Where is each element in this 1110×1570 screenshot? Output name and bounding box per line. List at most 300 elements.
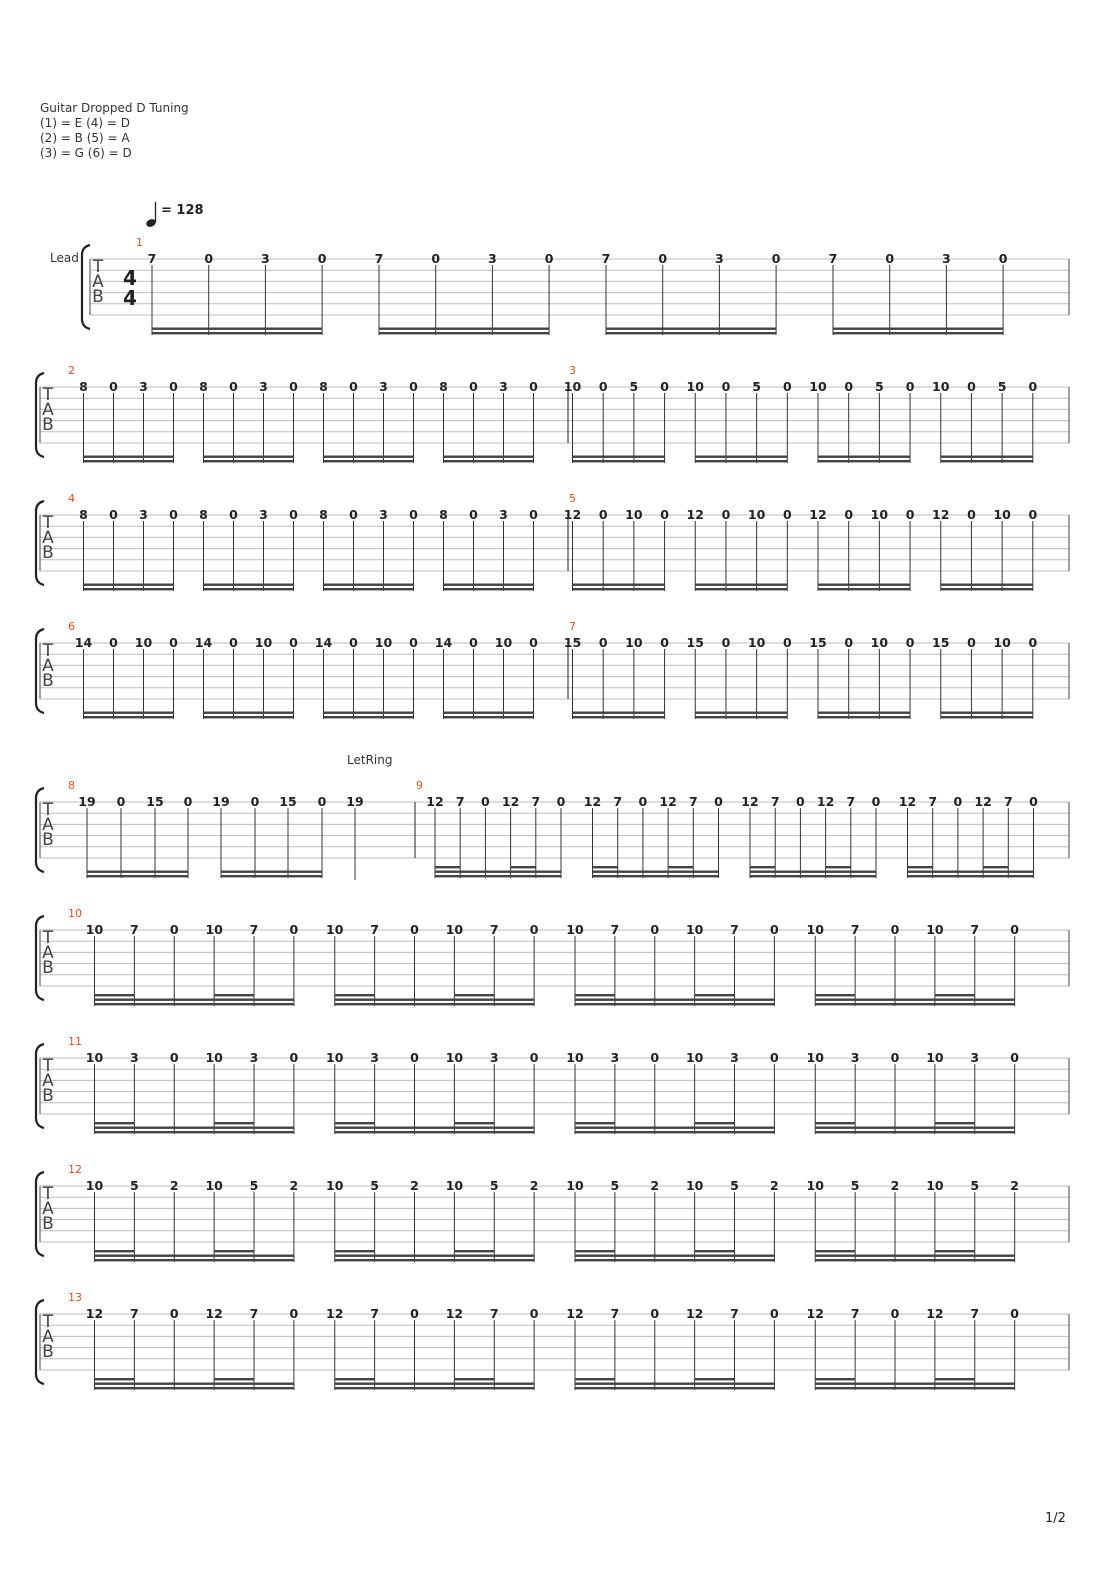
- fret-number: 5: [370, 1178, 379, 1193]
- fret-number: 3: [488, 251, 497, 266]
- beam: [204, 456, 294, 458]
- fret-number: 3: [139, 507, 148, 522]
- fret-number: 0: [289, 1306, 299, 1321]
- fret-number: 0: [469, 379, 478, 394]
- fret-number: 7: [730, 922, 739, 937]
- fret-number: 10: [625, 635, 643, 650]
- fret-number: 0: [1010, 1050, 1020, 1065]
- beam: [941, 456, 1033, 458]
- beam: [815, 1003, 1014, 1005]
- beam: [84, 716, 174, 718]
- fret-number: 0: [1029, 794, 1038, 809]
- measure-number: 3: [569, 364, 576, 377]
- fret-number: 8: [199, 379, 208, 394]
- fret-number: 10: [993, 635, 1011, 650]
- fret-number: 15: [563, 635, 582, 650]
- fret-number: 0: [544, 251, 554, 266]
- tab-letter: A: [42, 1199, 54, 1219]
- beam: [941, 712, 1033, 714]
- beam: [95, 1250, 135, 1252]
- fret-number: 0: [658, 251, 668, 266]
- fret-number: 12: [809, 507, 827, 522]
- tab-letter: B: [42, 830, 54, 850]
- fret-number: 3: [499, 507, 508, 522]
- beam: [335, 1131, 534, 1133]
- beam: [593, 875, 719, 877]
- fret-number: 0: [844, 379, 854, 394]
- fret-number: 7: [147, 251, 157, 266]
- beam: [575, 994, 615, 996]
- beam: [444, 712, 534, 714]
- beam: [95, 1378, 135, 1380]
- fret-number: 0: [431, 251, 441, 266]
- fret-number: 15: [146, 794, 164, 809]
- fret-number: 5: [970, 1178, 980, 1193]
- beam: [815, 1122, 855, 1124]
- beam: [214, 1122, 254, 1124]
- fret-number: 0: [650, 922, 660, 937]
- fret-number: 10: [926, 1050, 944, 1065]
- fret-number: 0: [229, 507, 238, 522]
- beam: [606, 328, 776, 330]
- fret-number: 2: [890, 1178, 900, 1193]
- beam: [815, 1127, 1014, 1129]
- tab-letter: A: [42, 656, 54, 676]
- fret-number: 0: [782, 635, 792, 650]
- fret-number: 0: [469, 507, 478, 522]
- fret-number: 3: [489, 1050, 499, 1065]
- fret-number: 0: [204, 251, 214, 266]
- fret-number: 5: [850, 1178, 860, 1193]
- fret-number: 15: [279, 794, 297, 809]
- fret-number: 12: [898, 794, 917, 809]
- tab-letter: T: [42, 1184, 54, 1204]
- tab-letter: B: [42, 543, 54, 563]
- fret-number: 2: [1010, 1178, 1020, 1193]
- fret-number: 12: [816, 794, 835, 809]
- fret-number: 8: [199, 507, 208, 522]
- fret-number: 7: [610, 922, 620, 937]
- fret-number: 5: [249, 1178, 259, 1193]
- fret-number: 12: [659, 794, 677, 809]
- beam: [750, 866, 775, 868]
- measure-number: 2: [68, 364, 75, 377]
- fret-number: 10: [85, 1178, 104, 1193]
- measure-number: 4: [68, 492, 75, 505]
- fret-number: 0: [109, 635, 118, 650]
- fret-number: 12: [85, 1306, 104, 1321]
- measure-number: 1: [136, 236, 143, 249]
- fret-number: 10: [806, 922, 824, 937]
- fret-number: 12: [566, 1306, 584, 1321]
- beam: [511, 866, 536, 868]
- beam: [815, 1255, 1014, 1257]
- fret-number: 3: [370, 1050, 379, 1065]
- beam: [575, 1122, 615, 1124]
- fret-number: 0: [721, 379, 731, 394]
- beam: [593, 866, 618, 868]
- fret-number: 0: [529, 1306, 539, 1321]
- beam: [84, 460, 174, 462]
- beam: [95, 1259, 294, 1261]
- fret-number: 7: [489, 1306, 499, 1321]
- fret-number: 0: [885, 251, 895, 266]
- fret-number: 10: [374, 635, 393, 650]
- fret-number: 0: [469, 635, 478, 650]
- fret-number: 10: [809, 379, 827, 394]
- fret-number: 0: [598, 379, 608, 394]
- fret-number: 0: [1028, 635, 1038, 650]
- fret-number: 0: [289, 379, 298, 394]
- fret-number: 12: [445, 1306, 464, 1321]
- beam: [833, 328, 1003, 330]
- fret-number: 0: [953, 794, 963, 809]
- fret-number: 3: [261, 251, 270, 266]
- fret-number: 0: [714, 794, 723, 809]
- measure-number: 9: [416, 779, 423, 792]
- fret-number: 0: [598, 635, 608, 650]
- tab-letter: A: [42, 1327, 54, 1347]
- beam: [818, 460, 910, 462]
- fret-number: 2: [410, 1178, 419, 1193]
- fret-number: 14: [194, 635, 213, 650]
- beam: [818, 712, 910, 714]
- beam: [695, 1378, 735, 1380]
- fret-number: 7: [970, 1306, 980, 1321]
- beam: [335, 1259, 534, 1261]
- fret-number: 10: [870, 507, 889, 522]
- beam: [95, 1003, 294, 1005]
- measure-number: 5: [569, 492, 576, 505]
- beam: [941, 460, 1033, 462]
- beam: [908, 871, 1034, 873]
- tab-letter: T: [42, 928, 54, 948]
- beam: [87, 875, 188, 877]
- fret-number: 8: [319, 507, 328, 522]
- fret-number: 7: [846, 794, 856, 809]
- fret-number: 2: [770, 1178, 779, 1193]
- beam: [335, 994, 375, 996]
- beam: [324, 716, 414, 718]
- beam: [84, 584, 174, 586]
- fret-number: 10: [806, 1178, 824, 1193]
- fret-number: 10: [870, 635, 889, 650]
- beam: [908, 866, 933, 868]
- beam: [95, 1127, 294, 1129]
- beam: [941, 716, 1033, 718]
- fret-number: 3: [249, 1050, 259, 1065]
- beam: [815, 1378, 855, 1380]
- beam: [575, 1387, 774, 1389]
- beam: [815, 1383, 1014, 1385]
- fret-number: 0: [905, 379, 915, 394]
- fret-number: 5: [629, 379, 639, 394]
- fret-number: 0: [529, 1050, 539, 1065]
- fret-number: 10: [625, 507, 643, 522]
- fret-number: 0: [410, 1050, 419, 1065]
- track-name: Lead: [50, 251, 79, 265]
- beam: [95, 999, 294, 1001]
- beam: [815, 994, 855, 996]
- beam: [444, 456, 534, 458]
- tab-letter: B: [42, 415, 54, 435]
- beam: [335, 1378, 375, 1380]
- beam: [214, 1378, 254, 1380]
- fret-number: 7: [613, 794, 623, 809]
- fret-number: 0: [349, 379, 358, 394]
- fret-number: 10: [326, 1050, 344, 1065]
- fret-number: 0: [529, 507, 538, 522]
- beam: [454, 1250, 494, 1252]
- fret-number: 10: [747, 635, 766, 650]
- measure-number: 12: [68, 1163, 82, 1176]
- fret-number: 7: [601, 251, 611, 266]
- fret-number: 19: [212, 794, 230, 809]
- measure-number: 8: [68, 779, 75, 792]
- beam: [95, 1255, 294, 1257]
- tab-letter: B: [92, 287, 104, 307]
- page-number: 1/2: [1045, 1511, 1066, 1526]
- fret-number: 2: [529, 1178, 539, 1193]
- fret-number: 10: [326, 1178, 344, 1193]
- beam: [818, 716, 910, 718]
- fret-number: 0: [770, 922, 779, 937]
- beam: [695, 712, 787, 714]
- beam: [815, 1387, 1014, 1389]
- fret-number: 10: [445, 922, 464, 937]
- fret-number: 2: [289, 1178, 299, 1193]
- tab-letter: T: [42, 385, 54, 405]
- beam: [833, 332, 1003, 334]
- beam: [454, 1122, 494, 1124]
- fret-number: 3: [259, 507, 268, 522]
- tab-letter: A: [42, 943, 54, 963]
- fret-number: 0: [1010, 1306, 1020, 1321]
- fret-number: 7: [688, 794, 698, 809]
- fret-number: 3: [610, 1050, 620, 1065]
- beam: [454, 994, 494, 996]
- fret-number: 10: [134, 635, 153, 650]
- beam: [668, 866, 693, 868]
- let-ring-label: LetRing: [347, 753, 393, 767]
- fret-number: 10: [566, 1050, 584, 1065]
- fret-number: 7: [531, 794, 541, 809]
- fret-number: 0: [782, 507, 792, 522]
- tab-letter: T: [42, 1056, 54, 1076]
- measure-number: 10: [68, 907, 82, 920]
- fret-number: 0: [169, 922, 179, 937]
- beam: [204, 712, 294, 714]
- beam: [575, 1255, 774, 1257]
- measure-number: 6: [68, 620, 75, 633]
- beam: [815, 999, 1014, 1001]
- beam: [695, 994, 735, 996]
- fret-number: 15: [809, 635, 827, 650]
- fret-number: 10: [205, 922, 223, 937]
- beam: [935, 1378, 975, 1380]
- tab-letter: A: [42, 400, 54, 420]
- beam: [335, 1250, 375, 1252]
- fret-number: 14: [434, 635, 453, 650]
- beam: [444, 716, 534, 718]
- beam: [815, 1259, 1014, 1261]
- beam: [335, 999, 534, 1001]
- fret-number: 0: [229, 379, 238, 394]
- fret-number: 10: [993, 507, 1011, 522]
- beam: [204, 584, 294, 586]
- fret-number: 0: [967, 507, 976, 522]
- fret-number: 14: [314, 635, 333, 650]
- fret-number: 12: [685, 1306, 704, 1321]
- system-bracket: [82, 245, 90, 329]
- tab-letter: T: [42, 641, 54, 661]
- beam: [204, 588, 294, 590]
- fret-number: 5: [610, 1178, 620, 1193]
- fret-number: 3: [715, 251, 724, 266]
- beam: [575, 1250, 615, 1252]
- tuning-title: Guitar Dropped D Tuning: [40, 101, 189, 115]
- fret-number: 5: [875, 379, 884, 394]
- fret-number: 0: [638, 794, 648, 809]
- measure-number: 11: [68, 1035, 82, 1048]
- fret-number: 0: [289, 1050, 299, 1065]
- fret-number: 10: [205, 1050, 223, 1065]
- beam: [454, 1378, 494, 1380]
- fret-number: 3: [942, 251, 951, 266]
- fret-number: 7: [249, 1306, 259, 1321]
- fret-number: 0: [410, 922, 419, 937]
- beam: [573, 588, 665, 590]
- beam: [204, 460, 294, 462]
- fret-number: 0: [349, 507, 358, 522]
- fret-number: 0: [289, 635, 298, 650]
- fret-number: 3: [379, 507, 388, 522]
- fret-number: 7: [130, 1306, 139, 1321]
- fret-number: 0: [109, 379, 118, 394]
- beam: [444, 588, 534, 590]
- fret-number: 0: [349, 635, 358, 650]
- fret-number: 10: [445, 1178, 464, 1193]
- fret-number: 0: [410, 1306, 419, 1321]
- fret-number: 10: [563, 379, 582, 394]
- fret-number: 12: [974, 794, 992, 809]
- fret-number: 12: [563, 507, 582, 522]
- fret-number: 10: [926, 922, 944, 937]
- fret-number: 0: [721, 635, 731, 650]
- measure-number: 13: [68, 1291, 82, 1304]
- fret-number: 0: [116, 794, 126, 809]
- fret-number: 10: [566, 922, 584, 937]
- fret-number: 12: [926, 1306, 944, 1321]
- beam: [695, 716, 787, 718]
- tab-letter: B: [42, 1086, 54, 1106]
- fret-number: 8: [439, 507, 448, 522]
- fret-number: 14: [74, 635, 93, 650]
- fret-number: 8: [79, 379, 88, 394]
- beam: [606, 332, 776, 334]
- beam: [815, 1131, 1014, 1133]
- fret-number: 7: [249, 922, 259, 937]
- fret-number: 7: [828, 251, 838, 266]
- fret-number: 0: [1010, 922, 1020, 937]
- fret-number: 12: [326, 1306, 344, 1321]
- beam: [335, 1122, 375, 1124]
- fret-number: 5: [752, 379, 761, 394]
- fret-number: 7: [374, 251, 384, 266]
- fret-number: 10: [85, 922, 104, 937]
- beam: [941, 584, 1033, 586]
- fret-number: 0: [556, 794, 566, 809]
- tab-letter: A: [42, 528, 54, 548]
- fret-number: 7: [130, 922, 139, 937]
- beam: [324, 712, 414, 714]
- tab-letter: T: [42, 513, 54, 533]
- fret-number: 12: [426, 794, 444, 809]
- beam: [695, 456, 787, 458]
- fret-number: 7: [850, 1306, 860, 1321]
- beam: [935, 1250, 975, 1252]
- tab-systems: [36, 236, 1069, 1390]
- fret-number: 0: [183, 794, 193, 809]
- beam: [575, 999, 774, 1001]
- fret-number: 0: [890, 1306, 900, 1321]
- fret-number: 0: [169, 507, 178, 522]
- fret-number: 3: [850, 1050, 860, 1065]
- time-signature-bottom: 4: [123, 286, 137, 310]
- fret-number: 10: [326, 922, 344, 937]
- fret-number: 0: [409, 507, 418, 522]
- fret-number: 7: [610, 1306, 620, 1321]
- fret-number: 0: [967, 635, 976, 650]
- fret-number: 15: [932, 635, 950, 650]
- beam: [935, 1122, 975, 1124]
- fret-number: 5: [130, 1178, 139, 1193]
- fret-number: 7: [489, 922, 499, 937]
- beam: [826, 866, 851, 868]
- beam: [575, 1378, 615, 1380]
- fret-number: 0: [229, 635, 238, 650]
- beam: [152, 332, 322, 334]
- fret-number: 5: [489, 1178, 499, 1193]
- fret-number: 0: [844, 507, 854, 522]
- beam: [750, 875, 876, 877]
- measure-number: 7: [569, 620, 576, 633]
- fret-number: 0: [660, 507, 669, 522]
- tuning-line: (3) = G (6) = D: [40, 146, 132, 160]
- beam: [335, 1387, 534, 1389]
- beam: [95, 1387, 294, 1389]
- fret-number: 0: [481, 794, 490, 809]
- beam: [695, 588, 787, 590]
- fret-number: 0: [770, 1050, 779, 1065]
- beam: [983, 866, 1008, 868]
- fret-number: 0: [598, 507, 608, 522]
- tab-letter: B: [42, 958, 54, 978]
- beam: [575, 1259, 774, 1261]
- fret-number: 0: [169, 1050, 179, 1065]
- fret-number: 12: [501, 794, 520, 809]
- fret-number: 19: [346, 794, 364, 809]
- fret-number: 0: [529, 922, 539, 937]
- fret-number: 3: [970, 1050, 980, 1065]
- fret-number: 5: [730, 1178, 739, 1193]
- beam: [379, 328, 549, 330]
- beam: [95, 1131, 294, 1133]
- beam: [214, 994, 254, 996]
- beam: [573, 460, 665, 462]
- beam: [575, 1003, 774, 1005]
- beam: [84, 712, 174, 714]
